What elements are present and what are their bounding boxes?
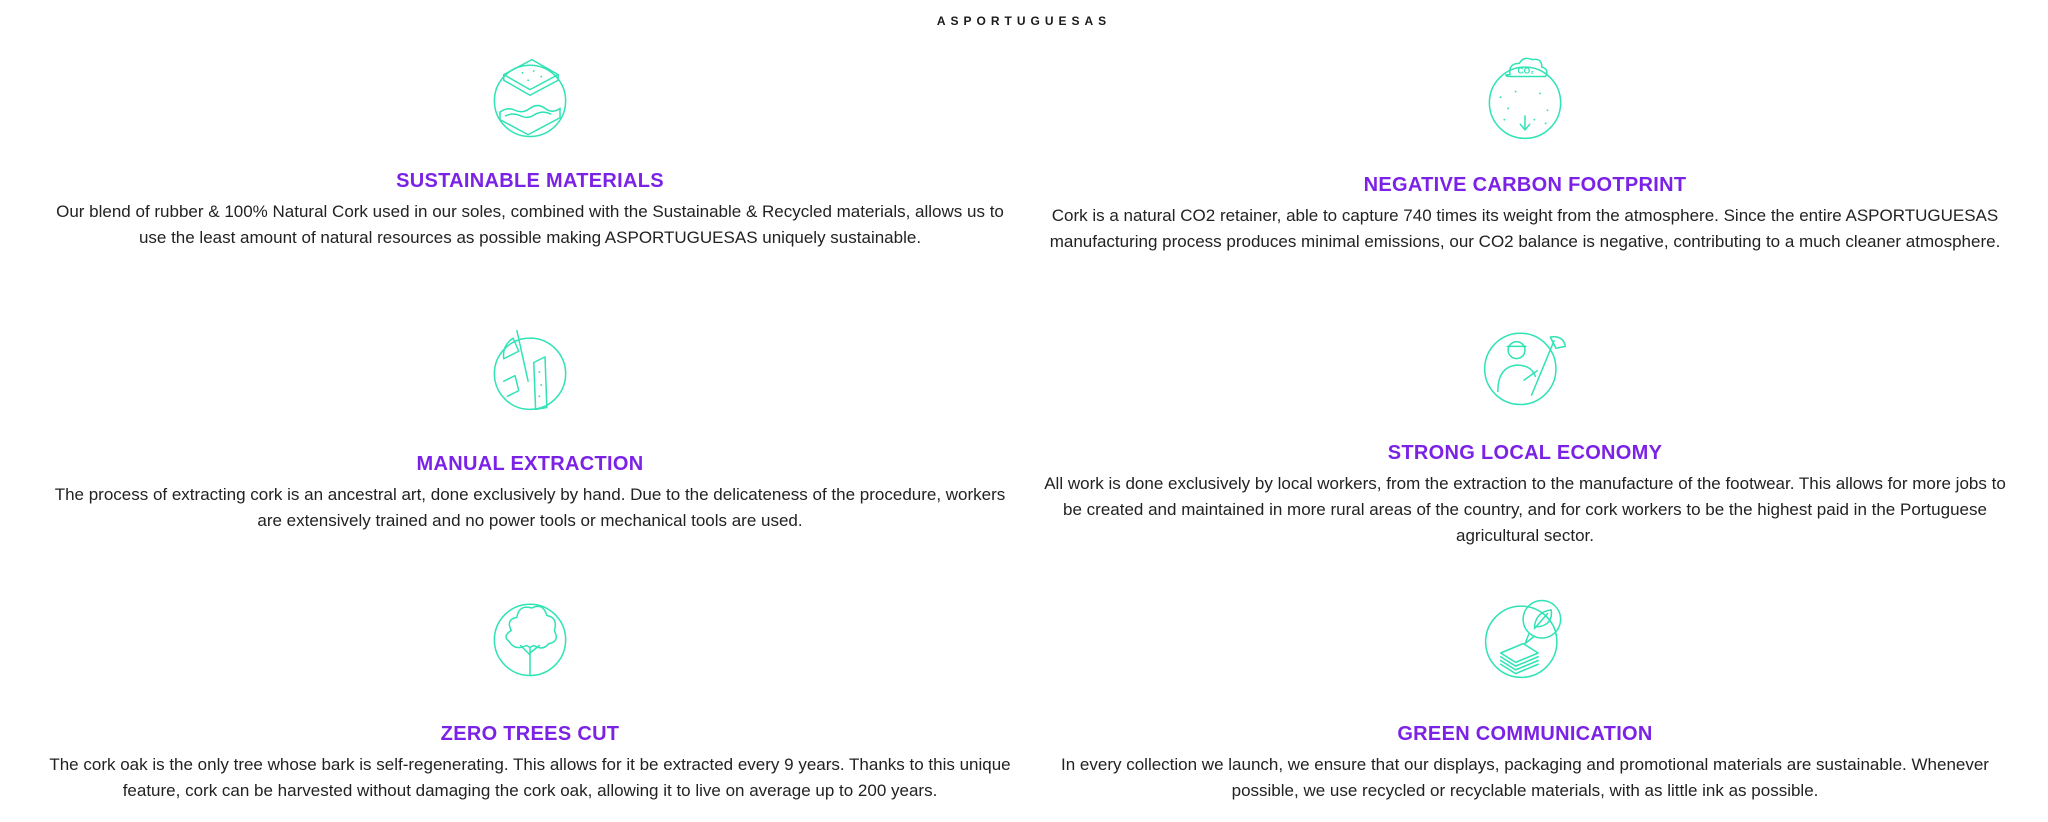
feature-description: All work is done exclusively by local workers, from the extraction to the manufacture of the footwear. This allows for more jobs to be created and maintained in more rural areas of the country, and for cork workers to be the highest paid in the Portuguese agricultural sector.	[1044, 474, 2006, 545]
feature-description: The cork oak is the only tree whose bark is self-regenerating. This allows for it be extracted every 9 years. Thanks to this unique feature, cork can be harvested without damaging the cork oak, allowing it to live on average up to 200 years.	[49, 755, 1011, 800]
feature-title: GREEN COMMUNICATION	[1397, 723, 1653, 745]
feature-title: MANUAL EXTRACTION	[416, 453, 644, 475]
feature-manual-extraction	[45, 325, 1015, 534]
feature-strong-local-economy	[1040, 322, 2010, 549]
feature-title: SUSTAINABLE MATERIALS	[396, 170, 664, 192]
leaf-paper-stack-icon	[1480, 593, 1570, 683]
feature-description: In every collection we launch, we ensure that our displays, packaging and promotional materials are sustainable. Whenever possible, we use recycled or recyclable materials, with as little ink as possible.	[1061, 755, 1989, 800]
feature-green-communication	[1040, 593, 2010, 804]
axe-bark-icon	[485, 325, 575, 415]
feature-negative-carbon-footprint	[1040, 54, 2010, 255]
cork-layers-icon	[485, 54, 575, 144]
feature-sustainable-materials	[45, 54, 1015, 251]
worker-axe-icon	[1475, 322, 1575, 412]
feature-title: STRONG LOCAL ECONOMY	[1387, 442, 1663, 464]
feature-description: Our blend of rubber & 100% Natural Cork used in our soles, combined with the Sustainable & Recycled materials, allows us to use the least amount of natural resources as possible making ASPORTUGUESAS uniquely sustainable.	[56, 202, 1004, 247]
cork-oak-tree-icon	[485, 593, 575, 683]
co2-cloud-icon	[1480, 54, 1570, 144]
co2-label: CO₂	[1517, 65, 1534, 76]
feature-description: The process of extracting cork is an ancestral art, done exclusively by hand. Due to the delicateness of the procedure, workers are extensively trained and no power tools or mechanical tools are used.	[54, 485, 1006, 530]
brand-wordmark[interactable]: ASPORTUGUESAS	[936, 14, 1112, 28]
feature-description: Cork is a natural CO2 retainer, able to capture 740 times its weight from the atmosphere. Since the entire ASPORTUGUESAS manufacturing process produces minimal emissions, our CO2 balance is negative, contributing to a much cleaner atmosphere.	[1049, 206, 2001, 251]
feature-title: ZERO TREES CUT	[440, 723, 620, 745]
feature-title: NEGATIVE CARBON FOOTPRINT	[1363, 174, 1687, 196]
feature-zero-trees-cut	[45, 593, 1015, 804]
